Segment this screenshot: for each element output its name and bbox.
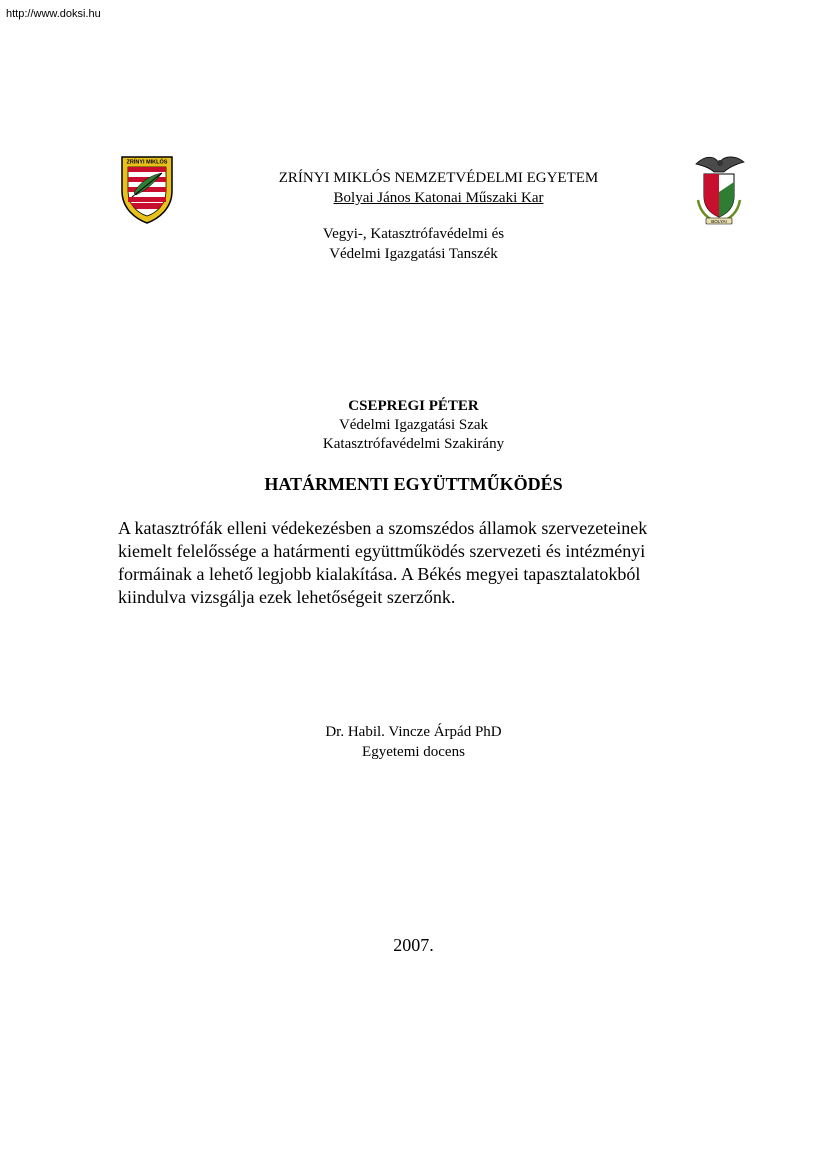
department-line-1: Vegyi-, Katasztrófavédelmi és	[322, 226, 505, 242]
department-line-2: Védelmi Igazgatási Tanszék	[329, 246, 498, 262]
supervisor-title: Egyetemi docens	[362, 744, 465, 760]
faculty-name	[25, 190, 827, 207]
abstract-line: kiindulva vizsgálja ezek lehetőségeit szerzőnk.	[118, 587, 456, 607]
thesis-title: HATÁRMENTI EGYÜTTMŰKÖDÉS	[264, 474, 563, 494]
left-crest-text: ZRÍNYI MIKLÓS	[126, 159, 168, 166]
university-name: ZRÍNYI MIKLÓS NEMZETVÉDELMI EGYETEM	[278, 170, 599, 186]
author-name: CSEPREGI PÉTER	[348, 398, 479, 414]
year: 2007.	[393, 935, 434, 955]
author-specialization: Katasztrófavédelmi Szakirány	[322, 436, 505, 452]
abstract-line: formáinak a lehető legjobb kialakítása. A Békés megyei tapasztalatokból	[118, 564, 641, 584]
thesis-abstract	[118, 517, 718, 609]
source-url: http://www.doksi.hu	[6, 8, 101, 20]
faculty-name-text: Bolyai János Katonai Műszaki Kar	[333, 190, 544, 206]
author-program: Védelmi Igazgatási Szak	[338, 417, 489, 433]
university-crest-logo	[118, 153, 176, 225]
abstract-line: kiemelt felelőssége a határmenti együttműködés szervezeti és intézményi	[118, 541, 646, 561]
faculty-crest-logo	[690, 152, 748, 226]
abstract-line: A katasztrófák elleni védekezésben a szomszédos államok szervezeteinek	[118, 518, 648, 538]
supervisor-name: Dr. Habil. Vincze Árpád PhD	[325, 724, 502, 740]
right-crest-text: BOLYAI	[711, 219, 727, 224]
